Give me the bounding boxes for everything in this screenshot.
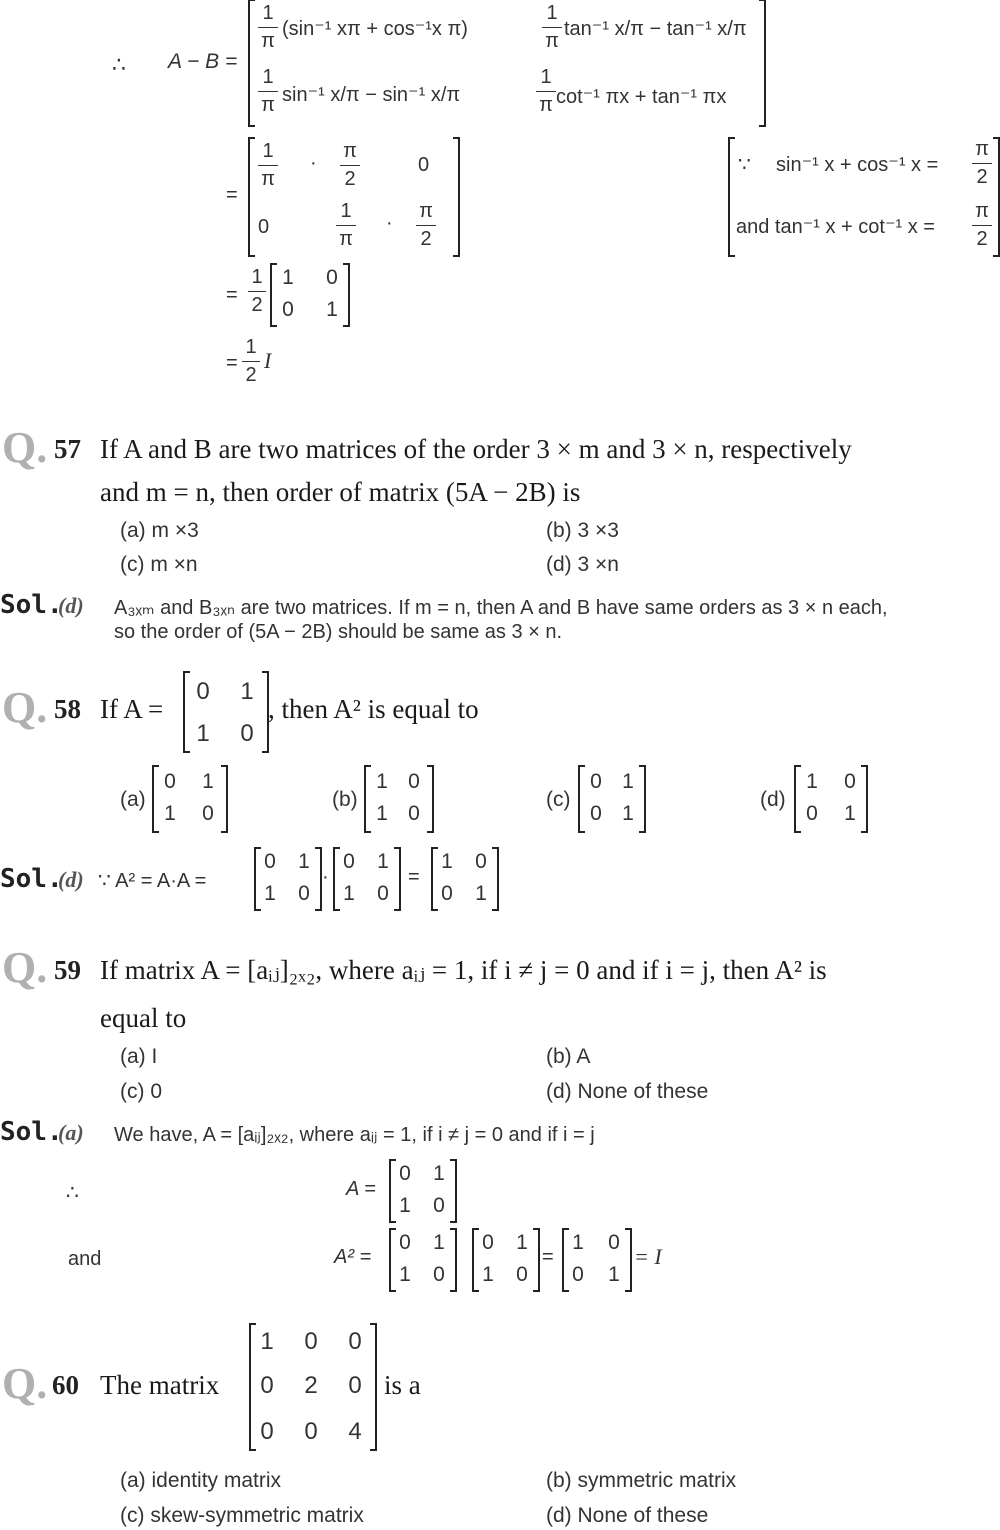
option-b: (b) A (546, 1045, 591, 1068)
identity-note (728, 138, 1000, 256)
cell: 1 (433, 1231, 445, 1254)
frac-1-over-2: 1 2 (242, 336, 260, 387)
equals-identity: = I (634, 1244, 662, 1269)
sol-answer: (d) (58, 867, 84, 892)
cell: 1 (475, 882, 487, 905)
cell: 1 (622, 802, 634, 825)
cell: 0 (482, 1231, 494, 1254)
sol-matrix-a2-2 (472, 1229, 540, 1291)
option-a-label: (a) (120, 788, 146, 811)
cell: 1 (433, 1162, 445, 1185)
therefore-symbol: ∴ (66, 1182, 79, 1204)
cell: 0 (572, 1263, 584, 1286)
option-a: (a) identity matrix (120, 1469, 282, 1492)
cell: 0 (608, 1231, 620, 1254)
q-label: Q. (2, 1359, 48, 1408)
option-a: (a) I (120, 1045, 158, 1068)
option-b: (b) symmetric matrix (546, 1469, 737, 1492)
row2-col2-expr: cot⁻¹ πx + tan⁻¹ πx (556, 86, 727, 108)
sol-label: Sol. (0, 1117, 63, 1147)
frac-1-over-pi: 1 π (258, 140, 278, 191)
cell: 0 (260, 1372, 274, 1399)
cell: 0 (202, 802, 214, 825)
cell: 1 (196, 720, 210, 747)
cell: 0 (433, 1194, 445, 1217)
frac-1-over-pi: 1 π (536, 66, 556, 117)
cell: 1 (343, 882, 355, 905)
identity-sin-cos: sin⁻¹ x + cos⁻¹ x = (776, 154, 939, 176)
cell: 0 (441, 882, 453, 905)
cell-zero: 0 (258, 216, 270, 238)
cell: 0 (408, 802, 420, 825)
sol-answer: (a) (58, 1120, 84, 1145)
option-d-matrix (794, 766, 868, 832)
option-b-label: (b) (332, 788, 358, 811)
cell: 1 (282, 266, 294, 289)
cell: 0 (399, 1162, 411, 1185)
row1-col1-expr: (sin⁻¹ xπ + cos⁻¹x π) (282, 18, 468, 40)
a-squared-equals: A² = (334, 1246, 372, 1268)
option-b: (b) 3 ×3 (546, 519, 619, 542)
sol-text-line2: so the order of (5A − 2B) should be same as 3 × n. (114, 621, 563, 643)
identity-I: I (264, 348, 272, 373)
cell: 0 (377, 882, 389, 905)
sol-label: Sol. (0, 864, 63, 894)
cell: 0 (399, 1231, 411, 1254)
cell: 0 (282, 298, 294, 321)
sol-label: Sol. (0, 590, 63, 620)
cell: 1 (264, 882, 276, 905)
cell: 1 (377, 850, 389, 873)
option-c: (c) 0 (120, 1080, 162, 1103)
question-tail: is a (384, 1370, 421, 1400)
sol-text: We have, A = [aᵢⱼ]₂ₓ₂, where aᵢⱼ = 1, if i ≠ j = 0 and if i = j (114, 1124, 595, 1146)
frac-1-over-pi: 1 π (542, 2, 562, 53)
cell-zero: 0 (418, 154, 430, 176)
cell: 1 (326, 298, 338, 321)
cell: 1 (376, 770, 388, 793)
identity-tan-cot: and tan⁻¹ x + cot⁻¹ x = (736, 216, 935, 238)
cell: 0 (326, 266, 338, 289)
row2-col1-expr: sin⁻¹ x/π − sin⁻¹ x/π (282, 84, 461, 106)
equals-sign: = (226, 352, 238, 374)
matrix-a-minus-b (248, 0, 766, 126)
matrix-identity (270, 264, 350, 326)
cell: 1 (844, 802, 856, 825)
q-number: 58 (54, 694, 81, 724)
cell: 2 (304, 1372, 318, 1399)
option-d: (d) None of these (546, 1504, 709, 1527)
frac-pi-over-2: π 2 (340, 140, 360, 191)
matrix-a (183, 672, 269, 752)
question-lead: The matrix (100, 1370, 220, 1400)
frac-1-over-pi: 1 π (258, 2, 278, 53)
frac-pi-over-2: π 2 (972, 200, 992, 251)
frac-pi-over-2: π 2 (416, 200, 436, 251)
dot-operator: · (322, 866, 329, 888)
cell: 0 (433, 1263, 445, 1286)
q-label: Q. (2, 943, 48, 992)
q-number: 57 (54, 434, 81, 464)
cell: 1 (298, 850, 310, 873)
cell: 0 (348, 1328, 362, 1355)
sol-matrix-1 (254, 848, 322, 910)
q-number: 59 (54, 955, 81, 985)
sol-lead: ∵ A² = A·A = (98, 870, 207, 892)
cell: 1 (202, 770, 214, 793)
cell: 1 (399, 1194, 411, 1217)
row1-col2-expr: tan⁻¹ x/π − tan⁻¹ x/π (564, 18, 747, 40)
therefore-symbol: ∴ (112, 52, 126, 77)
option-a-matrix (152, 766, 228, 832)
a-equals: A = (346, 1178, 376, 1200)
question-text-line1: If A and B are two matrices of the order 3 × m and 3 × n, respectively (100, 434, 852, 464)
cell: 0 (304, 1328, 318, 1355)
option-a: (a) m ×3 (120, 519, 199, 542)
equals-sign: = (408, 866, 420, 888)
matrix-diagonal (249, 1324, 377, 1450)
cell: 0 (408, 770, 420, 793)
sol-matrix-result (431, 848, 499, 910)
frac-1-over-2: 1 2 (248, 266, 266, 317)
sol-matrix-a2-1 (389, 1229, 457, 1291)
cell: 1 (260, 1328, 274, 1355)
cell: 0 (240, 720, 254, 747)
option-c-label: (c) (546, 788, 571, 811)
frac-1-over-pi: 1 π (258, 66, 278, 117)
option-c-matrix (578, 766, 646, 832)
cell: 1 (399, 1263, 411, 1286)
cell: 0 (590, 770, 602, 793)
cell: 0 (164, 770, 176, 793)
option-d: (d) None of these (546, 1080, 709, 1103)
cell: 0 (196, 678, 210, 705)
cell: 0 (806, 802, 818, 825)
option-c: (c) m ×n (120, 553, 198, 576)
sol-matrix-a (389, 1160, 457, 1222)
question-text-line1: If matrix A = [aᵢⱼ]₂ₓ₂, where aᵢⱼ = 1, if i ≠ j = 0 and if i = j, then A² is (100, 955, 827, 985)
lhs-a-minus-b: A − B = (168, 50, 238, 73)
equals-sign: = (226, 284, 238, 306)
equals-sign: = (226, 184, 238, 206)
cell: 0 (260, 1418, 274, 1445)
sol-text-line1: A₃ₓₘ and B₃ₓₙ are two matrices. If m = n, then A and B have same orders as 3 × n each, (114, 597, 888, 619)
question-text-line2: equal to (100, 1003, 187, 1033)
cell: 4 (348, 1418, 362, 1445)
dot-operator: · (310, 152, 317, 174)
question-lead: If A = (100, 694, 164, 724)
option-d-label: (d) (760, 788, 786, 811)
cell: 1 (164, 802, 176, 825)
cell: 1 (376, 802, 388, 825)
cell: 0 (348, 1372, 362, 1399)
because-symbol: ∵ (738, 154, 751, 176)
and-word: and (68, 1248, 102, 1270)
sol-matrix-a2-result (562, 1229, 632, 1291)
question-tail: , then A² is equal to (268, 694, 479, 724)
cell: 1 (482, 1263, 494, 1286)
cell: 0 (516, 1263, 528, 1286)
question-text-line2: and m = n, then order of matrix (5A − 2B) is (100, 477, 581, 507)
frac-pi-over-2: π 2 (972, 138, 992, 189)
q-label: Q. (2, 423, 48, 472)
q-label: Q. (2, 683, 48, 732)
option-c: (c) skew-symmetric matrix (120, 1504, 364, 1527)
sol-answer: (d) (58, 593, 84, 618)
dot-operator: · (386, 212, 393, 234)
sol-matrix-2 (333, 848, 401, 910)
matrix-step2 (248, 138, 460, 256)
cell: 0 (298, 882, 310, 905)
cell: 1 (806, 770, 818, 793)
cell: 1 (622, 770, 634, 793)
option-b-matrix (364, 766, 434, 832)
q-number: 60 (52, 1370, 79, 1400)
frac-1-over-pi: 1 π (336, 200, 356, 251)
cell: 0 (264, 850, 276, 873)
cell: 1 (572, 1231, 584, 1254)
cell: 0 (304, 1418, 318, 1445)
cell: 1 (441, 850, 453, 873)
cell: 1 (240, 678, 254, 705)
cell: 1 (608, 1263, 620, 1286)
cell: 0 (343, 850, 355, 873)
cell: 0 (844, 770, 856, 793)
cell: 1 (516, 1231, 528, 1254)
equals-sign: = (542, 1246, 554, 1268)
cell: 0 (475, 850, 487, 873)
option-d: (d) 3 ×n (546, 553, 619, 576)
cell: 0 (590, 802, 602, 825)
